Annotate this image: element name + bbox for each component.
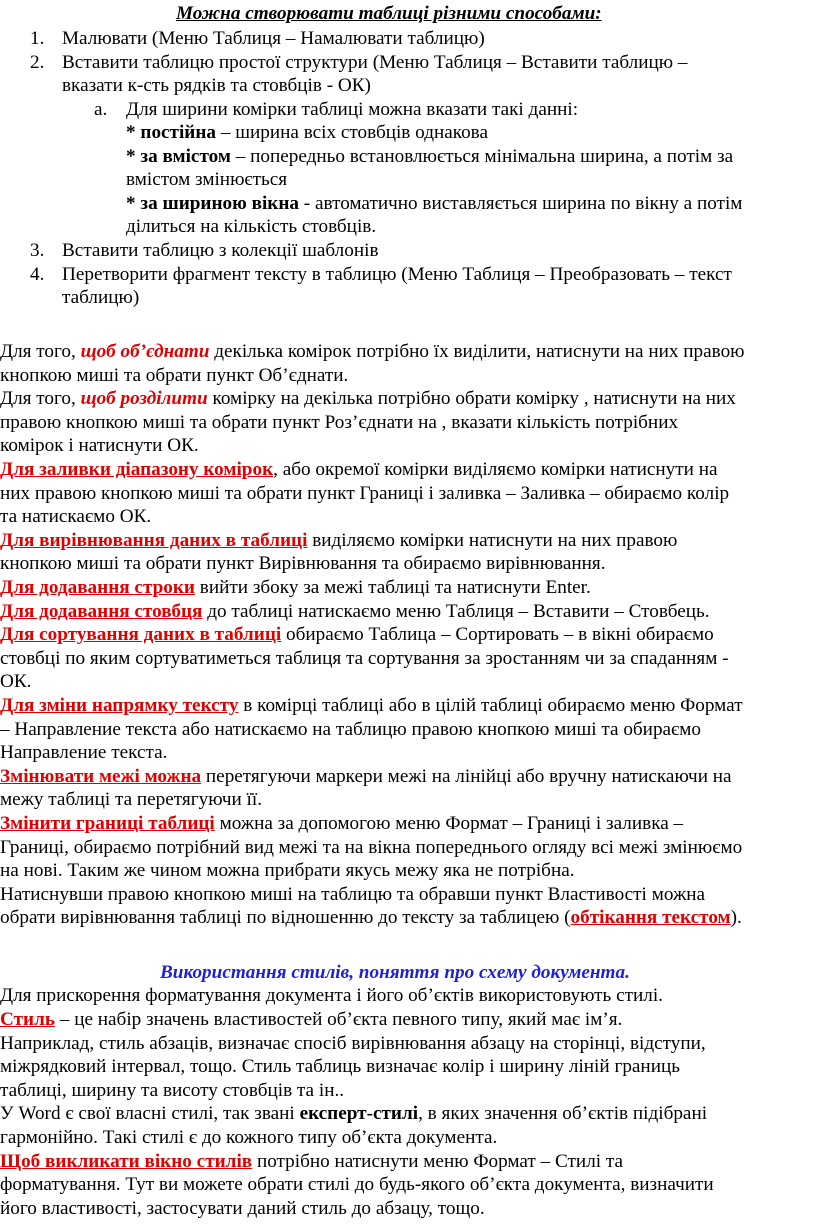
list-item-2-text-cont: вказати к-сть рядків та стовбців - ОК) — [62, 75, 371, 96]
paragraph-split-cont: правою кнопкою миші та обрати пункт Роз’єднати на , вказати кількість потрібних — [0, 412, 679, 433]
highlight-bounds: Змінювати межі можна — [0, 766, 202, 787]
option-desc: - автоматично виставляється ширина по вікну а потім — [298, 193, 743, 214]
paragraph-sort-cont: ОК. — [0, 671, 32, 692]
option-name: * за вмістом — [126, 146, 231, 167]
text: , або окремої комірки виділяємо комірки натиснути на — [273, 459, 718, 480]
paragraph-merge — [0, 340, 745, 363]
highlight-merge: щоб об’єднати — [80, 341, 210, 362]
paragraph-direction-cont: – Направление текста або натискаємо на таблицю правою кнопкою миші та обираємо — [0, 719, 702, 740]
paragraph-bounds — [0, 765, 732, 788]
option-desc: – ширина всіх стовбців однакова — [216, 122, 489, 143]
text: Для того, — [0, 388, 81, 409]
width-option-constant — [126, 121, 488, 144]
paragraph-styles-window-cont: його властивості, застосувати даний стиль до абзацу, тощо. — [0, 1198, 485, 1219]
text: виділяємо комірки натиснути на них правою — [307, 530, 678, 551]
text: можна за допомогою меню Формат – Границі і заливка – — [214, 813, 684, 834]
paragraph-expert-styles-cont: гармонійно. Такі стилі є до кожного типу об’єкта документа. — [0, 1127, 498, 1148]
text: – це набір значень властивостей об’єкта певного типу, який має ім’я. — [55, 1009, 623, 1030]
paragraph-properties-cont — [0, 906, 742, 929]
paragraph-align — [0, 529, 677, 552]
paragraph-properties: Натиснувши правою кнопкою миші на таблицю та обравши пункт Властивості можна — [0, 884, 705, 905]
paragraph-sort-cont: стовбці по яким сортуватиметься таблиця та сортування за зростанням чи за спаданням - — [0, 648, 729, 669]
text: Для того, — [0, 341, 81, 362]
highlight-row: Для додавання строки — [0, 577, 195, 598]
highlight-col: Для додавання стовбця — [0, 601, 203, 622]
text: комірку на декілька потрібно обрати комірку , натиснути на них — [207, 388, 736, 409]
sublist-item-a: Для ширини комірки таблиці можна вказати такі данні: — [126, 99, 579, 120]
text: до таблиці натискаємо меню Таблиця – Вставити – Стовбець. — [202, 601, 710, 622]
highlight-borders: Змінити границі таблиці — [0, 813, 215, 834]
highlight-direction: Для зміни напрямку тексту — [0, 695, 239, 716]
paragraph-borders-cont: на нові. Таким же чином можна прибрати якусь межу яка не потрібна. — [0, 860, 575, 881]
list-item-4-text: Перетворити фрагмент тексту в таблицю (Меню Таблиця – Преобразовать – текст — [62, 264, 732, 285]
paragraph-styles-window — [0, 1150, 623, 1173]
list-number: 1. — [30, 28, 45, 49]
text: потрібно натиснути меню Формат – Стилі та — [252, 1151, 624, 1172]
text: в комірці таблиці або в цілій таблиці обираємо меню Формат — [238, 695, 743, 716]
section-heading-styles: Використання стилів, поняття про схему документа. — [160, 962, 630, 983]
highlight-wrap: обтікання текстом — [570, 907, 731, 928]
width-option-content-cont: вмістом змінюється — [126, 169, 288, 190]
paragraph-example-cont: міжрядковий інтервал, тощо. Стиль таблиць визначає колір і ширину ліній границь — [0, 1056, 680, 1077]
paragraph-fill-cont: та натискаємо ОК. — [0, 506, 152, 527]
text: вийти збоку за межі таблиці та натиснути Enter. — [195, 577, 591, 598]
paragraph-split-cont: комірок і натиснути ОК. — [0, 435, 199, 456]
list-item-1 — [30, 27, 44, 50]
paragraph-borders-cont: Границі, обираємо потрібний вид межі та на вікна попереднього огляду всі межі змінюємо — [0, 837, 743, 858]
paragraph-direction-cont: Направление текста. — [0, 742, 168, 763]
paragraph-direction — [0, 694, 743, 717]
highlight-sort: Для сортування даних в таблиці — [0, 624, 282, 645]
option-desc: – попередньо встановлюється мінімальна ширина, а потім за — [230, 146, 734, 167]
text: декілька комірок потрібно їх виділити, натиснути на них правою — [209, 341, 745, 362]
list-number: 2. — [30, 52, 45, 73]
width-option-window-cont: ділиться на кількість стовбців. — [126, 216, 377, 237]
paragraph-col — [0, 600, 710, 623]
highlight-fill: Для заливки діапазону комірок — [0, 459, 274, 480]
highlight-align: Для вирівнювання даних в таблиці — [0, 530, 308, 551]
list-item-1-text: Малювати (Меню Таблиця – Намалювати таблицю) — [62, 28, 485, 49]
option-name: * за шириною вікна — [126, 193, 299, 214]
paragraph-split — [0, 387, 736, 410]
paragraph-row — [0, 576, 591, 599]
paragraph-styles-intro: Для прискорення форматування документа і його об’єктів використовують стилі. — [0, 985, 663, 1006]
paragraph-style-def — [0, 1008, 622, 1031]
sublist-letter: a. — [94, 99, 108, 120]
paragraph-borders — [0, 812, 683, 835]
paragraph-fill — [0, 458, 717, 481]
expert-styles-term: експерт-стилі — [299, 1103, 419, 1124]
document-title: Можна створювати таблиці різними способами: — [176, 3, 602, 24]
list-item-4-text-cont: таблицю) — [62, 287, 140, 308]
paragraph-fill-cont: них правою кнопкою миші та обрати пункт Границі і заливка – Заливка – обираємо колір — [0, 483, 730, 504]
width-option-content — [126, 145, 733, 168]
paragraph-sort — [0, 623, 714, 646]
text: ). — [730, 907, 742, 928]
list-number: 3. — [30, 240, 45, 261]
paragraph-merge-cont: кнопкою миші та обрати пункт Об’єднати. — [0, 365, 349, 386]
option-name: * постійна — [126, 122, 217, 143]
list-item-2-text: Вставити таблицю простої структури (Меню Таблиця – Вставити таблицю – — [62, 52, 688, 73]
list-number: 4. — [30, 264, 45, 285]
width-option-window — [126, 192, 742, 215]
text: перетягуючи маркери межі на лінійці або вручну натискаючи на — [201, 766, 732, 787]
text: , в яких значення об’єктів підібрані — [418, 1103, 708, 1124]
list-item-3-text: Вставити таблицю з колекції шаблонів — [62, 240, 379, 261]
paragraph-example-cont: таблиці, ширину та висоту стовбців та ін.. — [0, 1080, 345, 1101]
paragraph-align-cont: кнопкою миші та обрати пункт Вирівнювання та обираємо вирівнювання. — [0, 553, 606, 574]
paragraph-bounds-cont: межу таблиці та перетягуючи її. — [0, 789, 262, 810]
paragraph-styles-window-cont: форматування. Тут ви можете обрати стилі до будь-якого об’єкта документа, визначити — [0, 1174, 714, 1195]
text: обрати вирівнювання таблиці по відношенню до тексту за таблицею ( — [0, 907, 571, 928]
paragraph-expert-styles — [0, 1102, 707, 1125]
highlight-styles-window: Щоб викликати вікно стилів — [0, 1151, 253, 1172]
highlight-style: Стиль — [0, 1009, 55, 1030]
paragraph-example: Наприклад, стиль абзаців, визначає спосіб вирівнювання абзацу на сторінці, відступи, — [0, 1033, 706, 1054]
text: обираємо Таблица – Сортировать – в вікні обираємо — [281, 624, 714, 645]
highlight-split: щоб розділити — [80, 388, 208, 409]
text: У Word є свої власні стилі, так звані — [0, 1103, 300, 1124]
